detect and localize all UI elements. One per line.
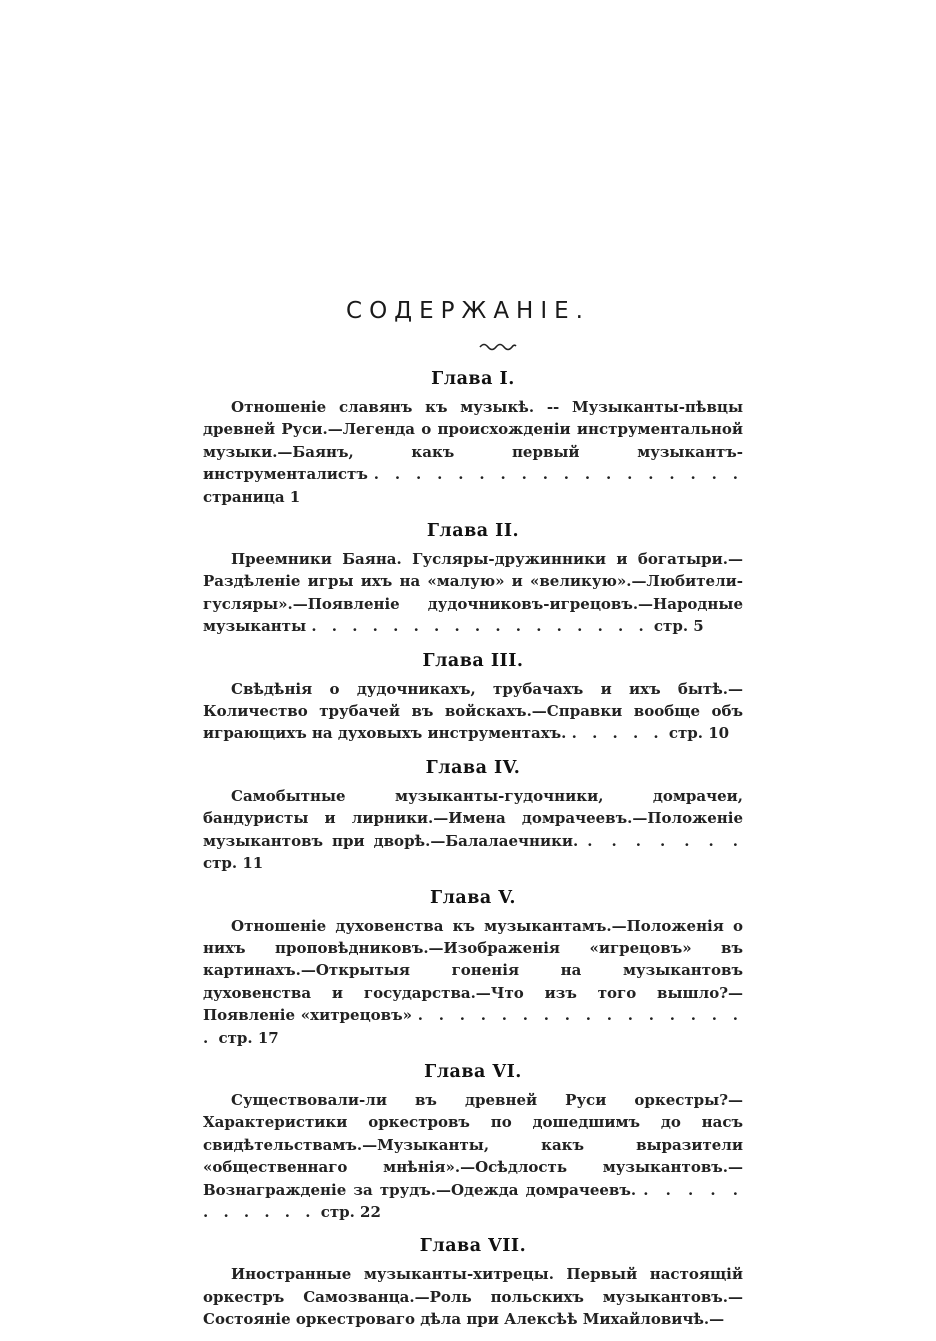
chapter-heading: Глава III. xyxy=(422,650,524,671)
table-of-contents xyxy=(203,366,743,1341)
chapter-heading: Глава V. xyxy=(430,887,516,908)
leader-dots: . . . . . . . xyxy=(587,831,743,850)
chapter-summary-text: Отношенiе славянъ къ музыкѣ. -- Музыканты-пѣвцы древней Руси.—Легенда о происхожденiи инструментальной музыки.—Баянъ, какъ первый музыкантъ-инструменталистъ xyxy=(203,398,743,484)
chapter-heading: Глава IV. xyxy=(425,757,521,778)
page-title: СОДЕРЖАНIЕ. xyxy=(346,298,590,324)
title-ornament xyxy=(478,339,518,353)
chapter-heading: Глава VI. xyxy=(424,1061,522,1082)
chapter-6 xyxy=(203,1059,743,1223)
chapter-5 xyxy=(203,885,743,1049)
leader-dots: . . . . . . . . . . . . . . . . . xyxy=(311,617,649,636)
chapter-heading: Глава II. xyxy=(426,521,520,542)
chapter-summary-text: Отношенiе духовенства къ музыкантамъ.—Положенiя о нихъ проповѣдниковъ.—Изображенiя «игрецовъ» въ картинахъ.—Открытыя гоненiя на музыкантовъ духовенства и государства.—Что изъ того вышло?—Появленiе «хитрецовъ» xyxy=(203,916,743,1025)
chapter-3 xyxy=(203,648,743,745)
chapter-7 xyxy=(203,1233,743,1330)
chapter-summary-text: Свѣдѣнiя о дудочникахъ, трубачахъ и ихъ бытѣ.—Количество трубачей въ войскахъ.—Справки вообще объ играющихъ на духовыхъ инструментахъ. xyxy=(203,679,743,743)
chapter-summary xyxy=(203,1089,743,1223)
chapter-1 xyxy=(203,366,743,508)
chapter-summary xyxy=(203,915,743,1049)
chapter-summary-text: Самобытные музыканты-гудочники, домрачеи, бандуристы и лирники.—Имена домрачеевъ.—Положенiе музыкантовъ при дворѣ.—Балалаечники. xyxy=(203,786,743,850)
chapter-summary xyxy=(203,548,743,638)
chapter-page-ref: стр. 10 xyxy=(668,724,730,743)
chapter-page-ref: стр. 5 xyxy=(653,617,704,636)
leader-dots: . . . . . . . . . . . . . . . . . . xyxy=(373,465,743,484)
chapter-page-ref: стр. 11 xyxy=(203,854,264,873)
chapter-summary-text: Существовали-ли въ древней Руси оркестры?—Характеристики оркестровъ по дошедшимъ до насъ свидѣтельствамъ.—Музыканты, какъ выразители «общественнаго мнѣнiя».—Осѣдлость музыкантовъ.—Вознагражденiе за трудъ.—Одежда домрачеевъ. xyxy=(203,1090,743,1199)
leader-dots: . . . . . xyxy=(571,724,664,743)
leader-dots: . . . . . . . . . . . xyxy=(203,1180,743,1221)
chapter-summary xyxy=(203,678,743,745)
chapter-summary-text: Иностранные музыканты-хитрецы. Первый настоящiй оркестръ Самозванца.—Роль польскихъ музыкантовъ.—Состоянiе оркестроваго дѣла при Алексѣѣ Михайловичѣ.— xyxy=(203,1265,743,1329)
chapter-4 xyxy=(203,755,743,875)
chapter-page-ref: страница 1 xyxy=(203,487,301,506)
leader-dots: . . . . . . . . . . . . . . . . . xyxy=(203,1006,743,1047)
chapter-heading: Глава I. xyxy=(431,369,515,389)
chapter-summary xyxy=(203,396,743,508)
chapter-summary xyxy=(203,785,743,875)
chapter-summary xyxy=(203,1263,743,1330)
chapter-2 xyxy=(203,518,743,638)
chapter-heading: Глава VII. xyxy=(419,1236,527,1257)
chapter-summary-text: Преемники Баяна. Гусляры-дружинники и богатыри.—Раздѣленiе игры ихъ на «малую» и «великую».—Любители-гусляры».—Появленiе дудочниковъ-игрецовъ.—Народные музыканты xyxy=(203,550,743,636)
chapter-page-ref: стр. 22 xyxy=(320,1202,381,1221)
chapter-page-ref: стр. 17 xyxy=(218,1028,279,1047)
